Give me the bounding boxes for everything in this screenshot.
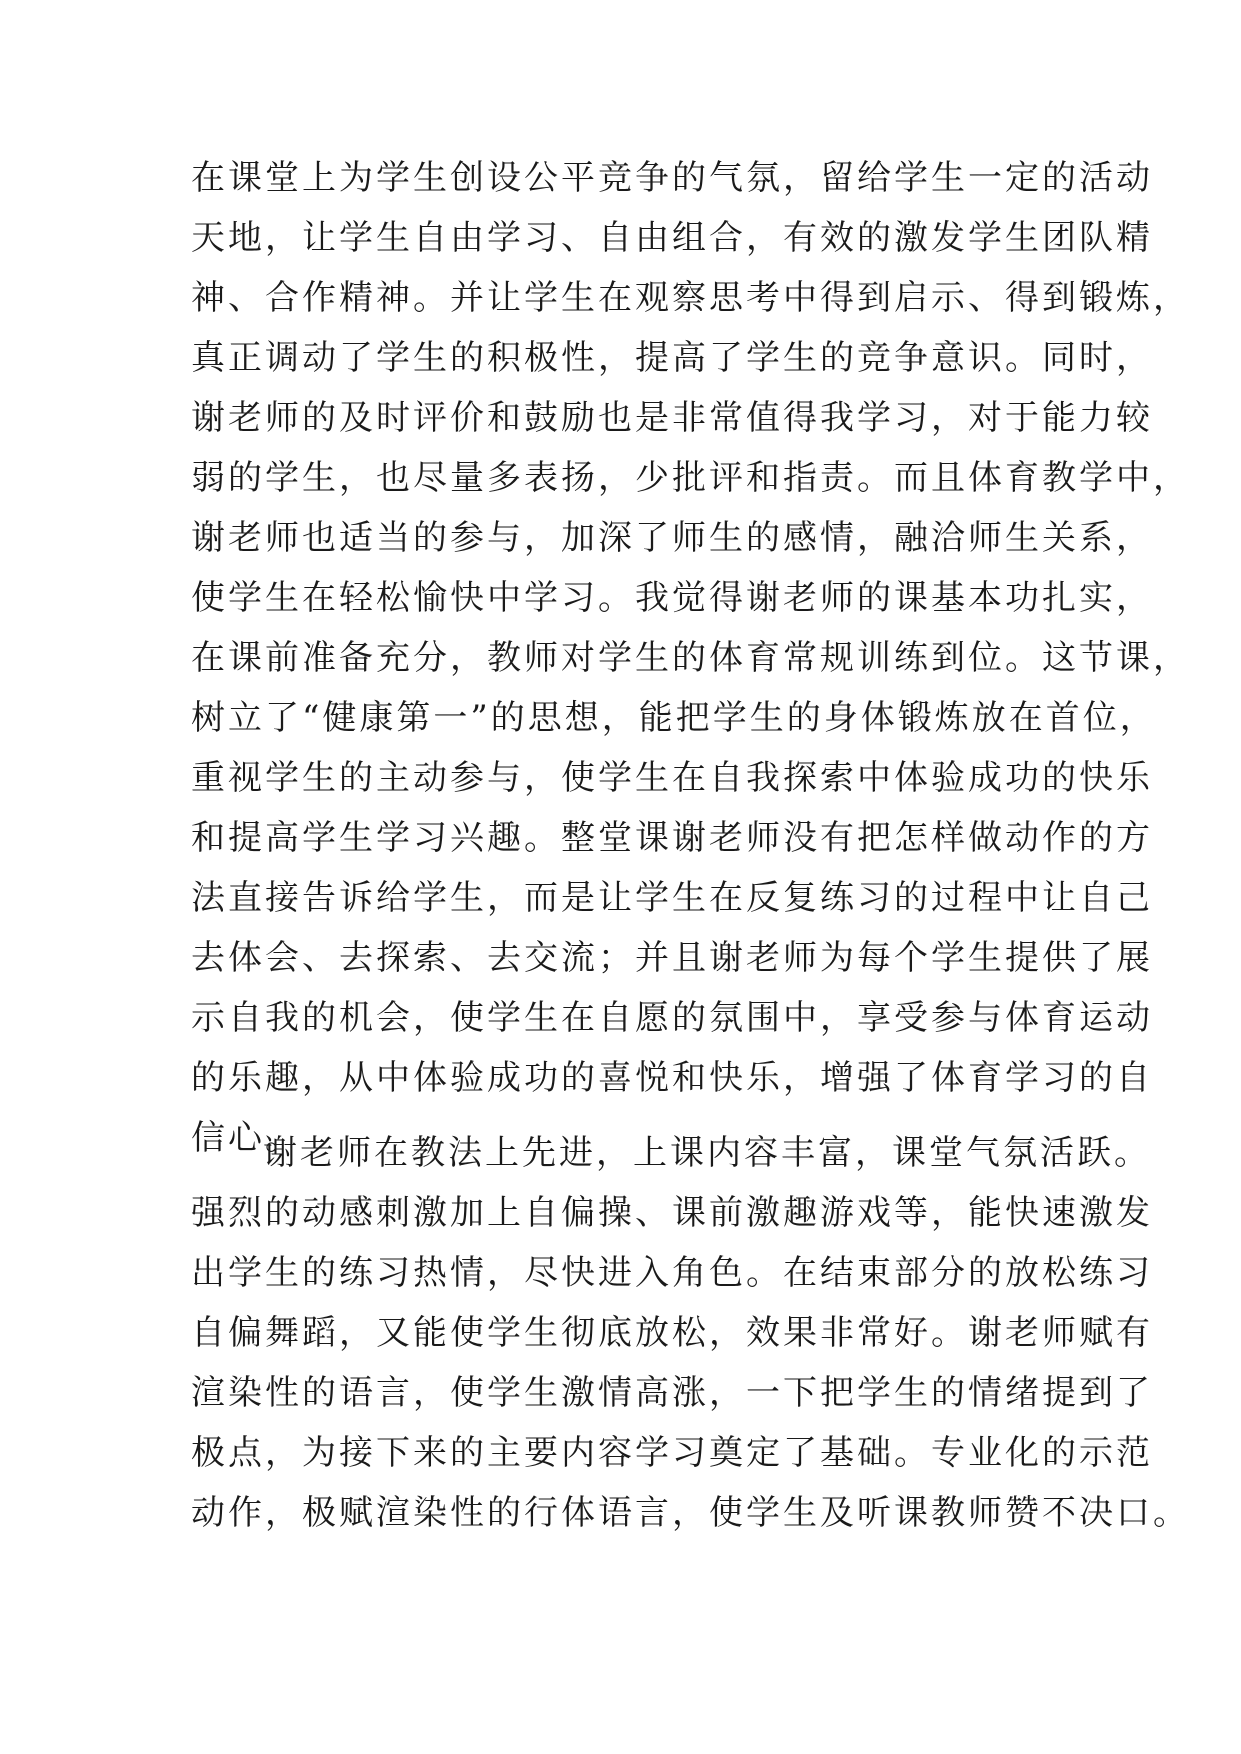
- text-line: 法直接告诉给学生，而是让学生在反复练习的过程中让自己: [191, 878, 1153, 918]
- text-line: 和提高学生学习兴趣。整堂课谢老师没有把怎样做动作的方: [191, 818, 1153, 858]
- paragraph-1: [191, 148, 1190, 1168]
- text-line: 树立了“健康第一”的思想，能把学生的身体锻炼放在首位，: [191, 698, 1157, 738]
- text-line: 重视学生的主动参与，使学生在自我探索中体验成功的快乐: [191, 758, 1153, 798]
- paragraph-2: [191, 1123, 1190, 1543]
- text-line: 信心。: [191, 1118, 302, 1158]
- text-line: 自偏舞蹈，又能使学生彻底放松，效果非常好。谢老师赋有: [191, 1313, 1153, 1353]
- text-line: 动作，极赋渲染性的行体语言，使学生及听课教师赞不决口。: [191, 1493, 1190, 1533]
- text-line: 示自我的机会，使学生在自愿的氛围中，享受参与体育运动: [191, 998, 1153, 1038]
- text-line: 谢老师在教法上先进，上课内容丰富，课堂气氛活跃。: [263, 1133, 1151, 1173]
- text-line: 渲染性的语言，使学生激情高涨，一下把学生的情绪提到了: [191, 1373, 1153, 1413]
- text-line: 弱的学生，也尽量多表扬，少批评和指责。而且体育教学中，: [191, 458, 1190, 498]
- text-line: 强烈的动感刺激加上自偏操、课前激趣游戏等，能快速激发: [191, 1193, 1153, 1233]
- text-line: 在课堂上为学生创设公平竞争的气氛，留给学生一定的活动: [191, 158, 1153, 198]
- text-line: 使学生在轻松愉快中学习。我觉得谢老师的课基本功扎实，: [191, 578, 1153, 618]
- text-line: 谢老师也适当的参与，加深了师生的感情，融洽师生关系，: [191, 518, 1153, 558]
- text-line: 去体会、去探索、去交流；并且谢老师为每个学生提供了展: [191, 938, 1153, 978]
- text-line: 的乐趣，从中体验成功的喜悦和快乐，增强了体育学习的自: [191, 1058, 1153, 1098]
- text-line: 谢老师的及时评价和鼓励也是非常值得我学习，对于能力较: [191, 398, 1153, 438]
- text-line: 出学生的练习热情，尽快进入角色。在结束部分的放松练习: [191, 1253, 1153, 1293]
- text-line: 天地，让学生自由学习、自由组合，有效的激发学生团队精: [191, 218, 1153, 258]
- text-line: 极点，为接下来的主要内容学习奠定了基础。专业化的示范: [191, 1433, 1153, 1473]
- text-line: 真正调动了学生的积极性，提高了学生的竞争意识。同时，: [191, 338, 1153, 378]
- text-line: 在课前准备充分，教师对学生的体育常规训练到位。这节课，: [191, 638, 1190, 678]
- text-line: 神、合作精神。并让学生在观察思考中得到启示、得到锻炼，: [191, 278, 1190, 318]
